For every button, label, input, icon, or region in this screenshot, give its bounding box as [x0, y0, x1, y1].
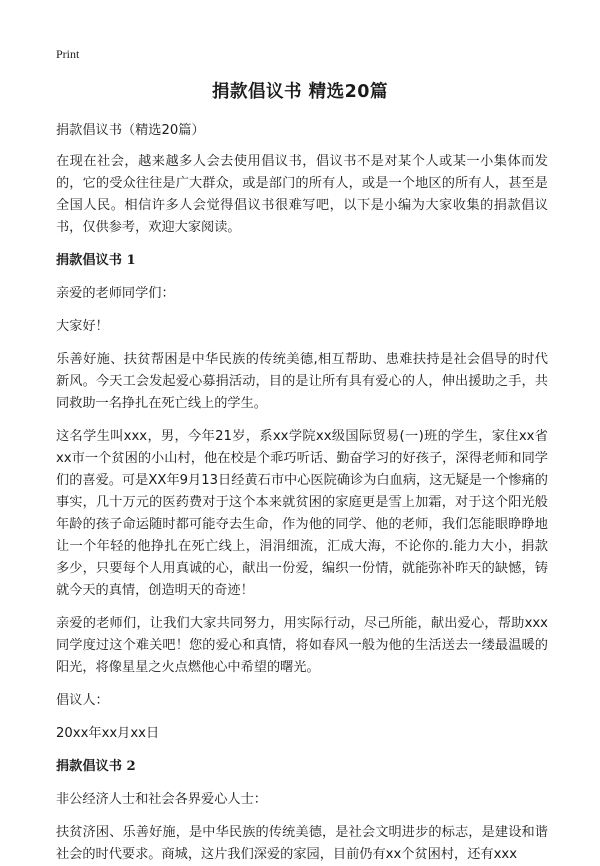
paragraph-1-2: 这名学生叫xxx，男，今年21岁，系xx学院xx级国际贸易(一)班的学生，家住xx省xx市一个贫困的小山村，他在校是个乖巧听话、勤奋学习的好孩子，深得老师和同学们的喜爱。可是XX年9月13日经黄石市中心医院确诊为白血病，这无疑是一个惨痛的事实，几十万元的医药费对于这个本来就贫困的家庭更是雪上加霜，对于这个阳光般年龄的孩子命运随时都可能夺去生命，作为他的同学、他的老师，我们怎能眼睁睁地让一个年轻的他挣扎在死亡线上，涓涓细流，汇成大海，不论你的.能力大小，捐款多少，只要每个人用真诚的心，献出一份爱，编织一份情，就能弥补昨天的缺憾，铸就今天的真情，创造明天的奇迹！ [56, 429, 548, 598]
article-body [56, 120, 548, 866]
section-heading-2: 捐款倡议书 2 [56, 759, 136, 774]
signer-1: 倡议人： [56, 693, 109, 708]
paragraph-1-1: 乐善好施、扶贫帮困是中华民族的传统美德,相互帮助、患难扶持是社会倡导的时代新风。今天工会发起爱心募捐活动，目的是让所有具有爱心的人，伸出援助之手，共同救助一名挣扎在死亡线上的学生。 [56, 352, 548, 411]
subtitle: 捐款倡议书（精选20篇） [56, 123, 205, 138]
section-heading-1: 捐款倡议书 1 [56, 253, 136, 268]
page-title: 捐款倡议书 精选20篇 [212, 82, 388, 102]
date-1: 20xx年xx月xx日 [56, 726, 160, 741]
paragraph-1-3: 亲爱的老师们，让我们大家共同努力，用实际行动，尽己所能，献出爱心，帮助xxx同学度过这个难关吧！您的爱心和真情，将如春风一般为他的生活送去一缕最温暖的阳光，将像星星之火点燃他心中希望的曙光。 [56, 616, 548, 675]
hello-1: 大家好！ [56, 319, 109, 334]
greeting-1: 亲爱的老师同学们： [56, 286, 175, 301]
greeting-2: 非公经济人士和社会各界爱心人士： [56, 792, 267, 807]
paragraph-2-1: 扶贫济困、乐善好施，是中华民族的传统美德，是社会文明进步的标志，是建设和谐社会的时代要求。商城，这片我们深爱的家园，目前仍有xx个贫困村，还有xxx [56, 825, 548, 862]
intro-paragraph: 在现在社会，越来越多人会去使用倡议书，倡议书不是对某个人或某一小集体而发的，它的受众往往是广大群众，或是部门的所有人，或是一个地区的所有人，甚至是全国人民。相信许多人会觉得倡议书很难写吧，以下是小编为大家收集的捐款倡议书，仅供参考，欢迎大家阅读。 [56, 154, 548, 235]
print-link[interactable]: Print [56, 47, 80, 61]
